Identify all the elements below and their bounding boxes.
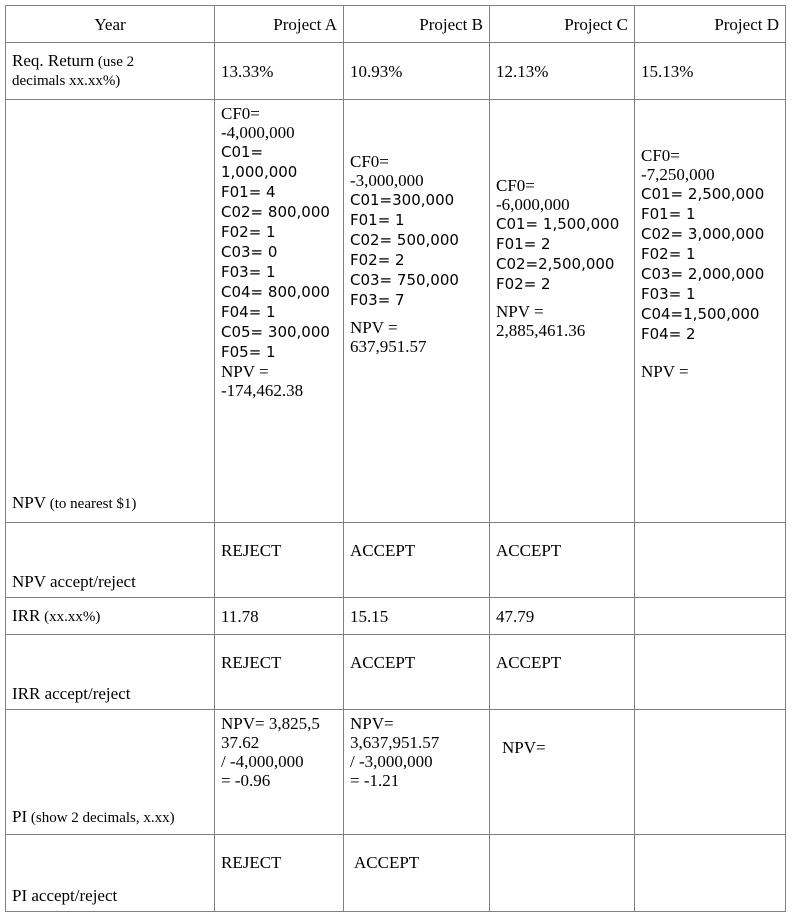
npv-cell-b — [344, 100, 490, 523]
irr-a: 11.78 — [215, 598, 344, 635]
pi-label-main: PI — [12, 807, 28, 826]
pi-decision-row — [6, 835, 786, 912]
irr-row — [6, 598, 786, 635]
irr-decision-d — [635, 635, 786, 710]
req-return-a: 13.33% — [215, 43, 344, 100]
npv-a-line: C04= 800,000 — [221, 283, 330, 301]
npv-a-line: F01= 4 — [221, 183, 276, 201]
npv-a-result-value: -174,462.38 — [221, 381, 304, 400]
npv-d-cf0-label: CF0= — [641, 146, 680, 165]
npv-cell-d — [635, 100, 786, 523]
irr-c: 47.79 — [490, 598, 635, 635]
npv-c-line: F02= 2 — [496, 275, 551, 293]
npv-b-line: F03= 7 — [350, 291, 405, 309]
pi-cell-a — [215, 710, 344, 835]
npv-decision-row — [6, 523, 786, 598]
req-return-row — [6, 43, 786, 100]
npv-cell-c — [490, 100, 635, 523]
irr-label-main: IRR — [12, 605, 41, 625]
pi-decision-label: PI accept/reject — [6, 835, 215, 912]
irr-label — [6, 598, 215, 635]
irr-decision-row — [6, 635, 786, 710]
npv-d-line: F03= 1 — [641, 285, 696, 303]
npv-a-line: F04= 1 — [221, 303, 276, 321]
header-row — [6, 6, 786, 43]
npv-c-cf0-label: CF0= — [496, 176, 535, 195]
header-year: Year — [6, 6, 215, 43]
req-return-note-1: (use 2 — [94, 54, 135, 70]
npv-a-c01-label: C01= — [221, 143, 264, 161]
npv-d-line: F02= 1 — [641, 245, 696, 263]
npv-b-line: C01=300,000 — [350, 191, 455, 209]
npv-a-line: C05= 300,000 — [221, 323, 330, 341]
npv-a-cf0-value: -4,000,000 — [221, 123, 295, 142]
npv-c-line: C02=2,500,000 — [496, 255, 615, 273]
header-project-d: Project D — [635, 6, 786, 43]
npv-c-result-label: NPV = — [496, 302, 544, 321]
req-return-b: 10.93% — [344, 43, 490, 100]
npv-c-cf0-value: -6,000,000 — [496, 195, 570, 214]
pi-decision-d — [635, 835, 786, 912]
npv-c-line: C01= 1,500,000 — [496, 215, 620, 233]
npv-d-result-label: NPV = — [641, 362, 689, 381]
npv-b-result-label: NPV = — [350, 318, 398, 337]
npv-decision-label: NPV accept/reject — [6, 523, 215, 598]
npv-a-line: F03= 1 — [221, 263, 276, 281]
irr-decision-c: ACCEPT — [490, 635, 635, 710]
npv-b-line: C02= 500,000 — [350, 231, 459, 249]
npv-a-result-label: NPV = — [221, 362, 269, 381]
pi-a-line: = -0.96 — [221, 771, 271, 790]
pi-decision-b: ACCEPT — [344, 835, 490, 912]
pi-label — [6, 710, 215, 835]
npv-d-line: F04= 2 — [641, 325, 696, 343]
npv-d-cf0-value: -7,250,000 — [641, 165, 715, 184]
npv-b-line: F02= 2 — [350, 251, 405, 269]
pi-cell-b — [344, 710, 490, 835]
irr-decision-a: REJECT — [215, 635, 344, 710]
npv-a-line: F02= 1 — [221, 223, 276, 241]
npv-b-cf0-label: CF0= — [350, 152, 389, 171]
npv-a-c01-value: 1,000,000 — [221, 163, 298, 181]
npv-d-line: C01= 2,500,000 — [641, 185, 765, 203]
irr-decision-label: IRR accept/reject — [6, 635, 215, 710]
req-return-label-main: Req. Return — [12, 51, 95, 70]
pi-b-line: / -3,000,000 — [350, 752, 433, 771]
capital-budgeting-table — [5, 5, 786, 912]
req-return-note-2: decimals xx.xx%) — [12, 73, 121, 89]
header-project-a: Project A — [215, 6, 344, 43]
pi-a-line: 37.62 — [221, 733, 260, 752]
npv-b-result-value: 637,951.57 — [350, 337, 427, 356]
irr-decision-b: ACCEPT — [344, 635, 490, 710]
npv-decision-b: ACCEPT — [344, 523, 490, 598]
npv-label — [6, 100, 215, 523]
npv-b-cf0-value: -3,000,000 — [350, 171, 424, 190]
pi-d — [635, 710, 786, 835]
npv-decision-c: ACCEPT — [490, 523, 635, 598]
pi-row — [6, 710, 786, 835]
pi-a-line: / -4,000,000 — [221, 752, 304, 771]
npv-cell-a — [215, 100, 344, 523]
header-project-c: Project C — [490, 6, 635, 43]
irr-d — [635, 598, 786, 635]
irr-label-note: (xx.xx%) — [40, 608, 101, 625]
npv-row — [6, 100, 786, 523]
pi-c: NPV= — [490, 710, 635, 835]
npv-c-line: F01= 2 — [496, 235, 551, 253]
npv-a-line: C02= 800,000 — [221, 203, 330, 221]
pi-b-line: 3,637,951.57 — [350, 733, 440, 752]
irr-b: 15.15 — [344, 598, 490, 635]
npv-d-line: C04=1,500,000 — [641, 305, 760, 323]
npv-c-result-value: 2,885,461.36 — [496, 321, 586, 340]
npv-b-line: F01= 1 — [350, 211, 405, 229]
npv-d-line: C02= 3,000,000 — [641, 225, 765, 243]
pi-label-note: (show 2 decimals, x.xx) — [27, 810, 175, 826]
pi-b-line: NPV= — [350, 714, 394, 733]
npv-d-line: F01= 1 — [641, 205, 696, 223]
npv-d-line: C03= 2,000,000 — [641, 265, 765, 283]
pi-decision-a: REJECT — [215, 835, 344, 912]
npv-a-line: C03= 0 — [221, 243, 278, 261]
npv-a-line: F05= 1 — [221, 343, 276, 361]
header-project-b: Project B — [344, 6, 490, 43]
npv-b-line: C03= 750,000 — [350, 271, 459, 289]
pi-decision-c — [490, 835, 635, 912]
req-return-label — [6, 43, 215, 100]
npv-label-note: (to nearest $1) — [46, 496, 137, 512]
req-return-c: 12.13% — [490, 43, 635, 100]
npv-a-cf0-label: CF0= — [221, 104, 260, 123]
pi-b-line: = -1.21 — [350, 771, 400, 790]
npv-decision-a: REJECT — [215, 523, 344, 598]
pi-a-line: NPV= 3,825,5 — [221, 714, 320, 733]
npv-label-main: NPV — [12, 493, 47, 512]
req-return-d: 15.13% — [635, 43, 786, 100]
npv-decision-d — [635, 523, 786, 598]
